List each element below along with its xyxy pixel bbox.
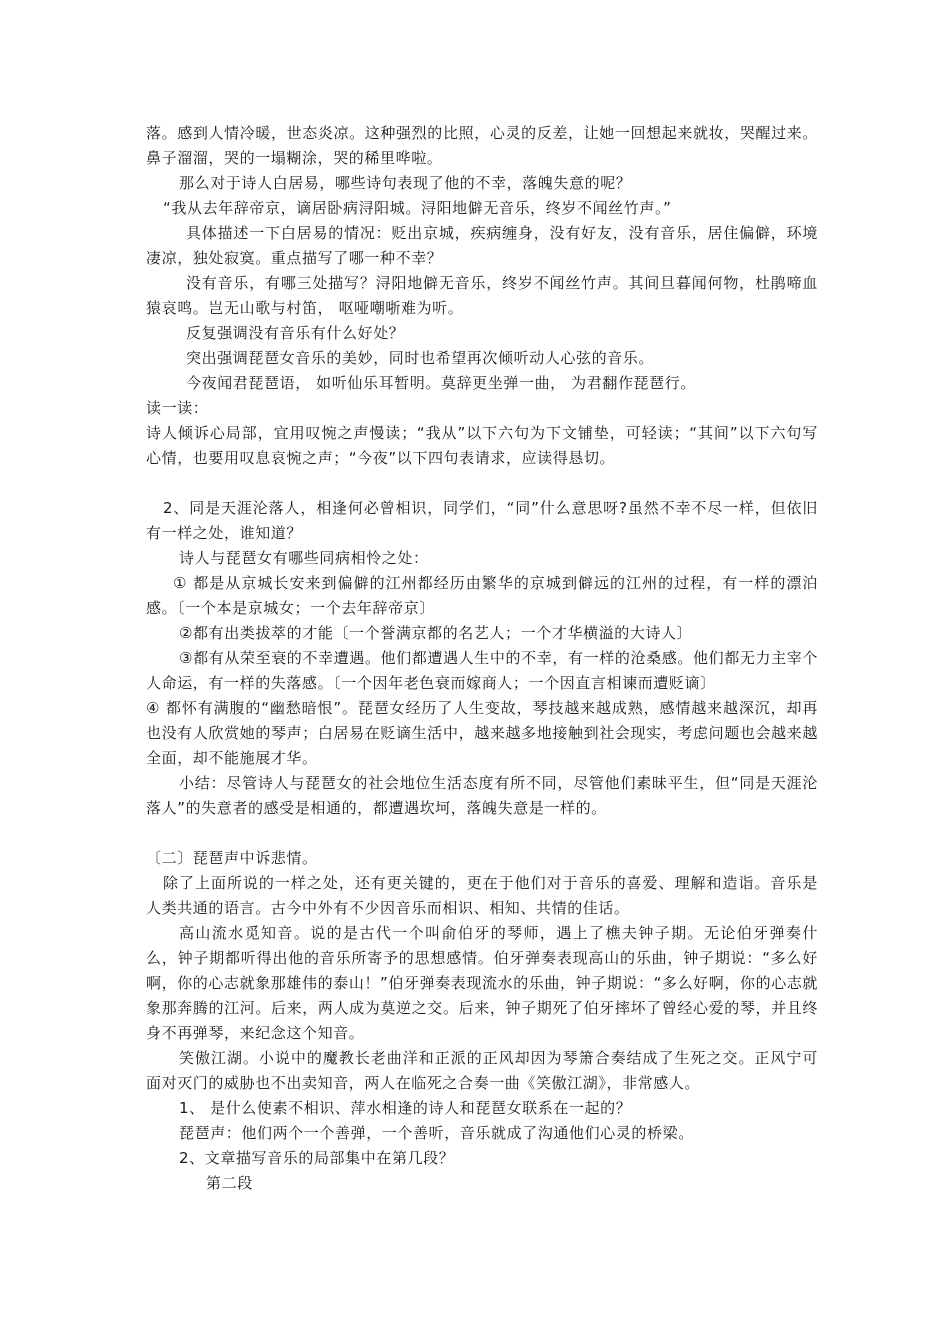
paragraph: 第二段 — [206, 1174, 253, 1192]
paragraph: 〔二〕琵琶声中诉悲情。 — [146, 849, 318, 867]
paragraph: 除了上面所说的一样之处，还有更关键的，更在于他们对于音乐的喜爱、理解和造诣。音乐是人类共通的语言。古今中外有不少因音乐而相识、相知、共情的佳话。 — [146, 874, 818, 917]
paragraph: 突出强调琵琶女音乐的美妙，同时也希望再次倾听动人心弦的音乐。 — [186, 349, 655, 367]
paragraph-gap — [146, 821, 818, 846]
paragraph: 那么对于诗人白居易，哪些诗句表现了他的不幸，落魄失意的呢？ — [179, 174, 632, 192]
paragraph: 诗人倾诉心局部，宜用叹惋之声慢读；“我从”以下六句为下文铺垫，可轻读；“其间”以下六句写心情，也要用叹息哀惋之声；“今夜”以下四句表请求，应读得恳切。 — [146, 424, 818, 467]
paragraph: 具体描述一下白居易的情况：贬出京城，疾病缠身，没有好友，没有音乐，居住偏僻，环境凄凉，独处寂寞。重点描写了哪一种不幸？ — [146, 224, 818, 267]
paragraph: “我从去年辞帝京，谪居卧病浔阳城。浔阳地僻无音乐，终岁不闻丝竹声。” — [163, 199, 672, 217]
paragraph: ②都有出类拔萃的才能〔一个誉满京都的名艺人；一个才华横溢的大诗人〕 — [179, 624, 693, 642]
paragraph: 读一读： — [146, 399, 209, 417]
paragraph: 1、 是什么使素不相识、萍水相逢的诗人和琵琶女联系在一起的？ — [179, 1099, 632, 1117]
paragraph: 小结：尽管诗人与琵琶女的社会地位生活态度有所不同，尽管他们素昧平生，但“同是天涯沦落人”的失意者的感受是相通的，都遭遇坎坷，落魄失意是一样的。 — [146, 774, 818, 817]
paragraph: 今夜闻君琵琶语， 如听仙乐耳暂明。莫辞更坐弹一曲， 为君翻作琵琶行。 — [186, 374, 696, 392]
paragraph: 落。感到人情冷暖，世态炎凉。这种强烈的比照，心灵的反差，让她一回想起来就妆，哭醒过来。鼻子溜溜，哭的一塌糊涂，哭的稀里哗啦。 — [146, 124, 818, 167]
paragraph: 诗人与琵琶女有哪些同病相怜之处： — [179, 549, 429, 567]
paragraph: 2、文章描写音乐的局部集中在第几段？ — [179, 1149, 455, 1167]
paragraph: 笑傲江湖。小说中的魔教长老曲洋和正派的正风却因为琴箫合奏结成了生死之交。正风宁可面对灭门的威胁也不出卖知音，两人在临死之合奏一曲《笑傲江湖》，非常感人。 — [146, 1049, 818, 1092]
paragraph: ③都有从荣至衰的不幸遭遇。他们都遭遇人生中的不幸，有一样的沧桑感。他们都无力主宰个人命运，有一样的失落感。〔一个因年老色衰而嫁商人；一个因直言相谏而遭贬谪〕 — [146, 649, 818, 692]
paragraph: ① 都是从京城长安来到偏僻的江州都经历由繁华的京城到僻远的江州的过程，有一样的漂泊感。〔一个本是京城女；一个去年辞帝京〕 — [146, 574, 818, 617]
paragraph: ④ 都怀有满腹的“幽愁暗恨”。琵琶女经历了人生变故，琴技越来越成熟，感情越来越深沉，却再也没有人欣赏她的琴声；白居易在贬谪生活中，越来越多地接触到社会现实，考虑问题也会越来越全面，却不能施展才华。 — [146, 699, 818, 767]
paragraph: 高山流水觅知音。说的是古代一个叫俞伯牙的琴师，遇上了樵夫钟子期。无论伯牙弹奏什么，钟子期都听得出他的音乐所寄予的思想感情。伯牙弹奏表现高山的乐曲，钟子期说：“多么好啊，你的心志就象那雄伟的泰山！”伯牙弹奏表现流水的乐曲，钟子期说：“多么好啊，你的心志就象那奔腾的江河。后来，两人成为莫逆之交。后来，钟子期死了伯牙摔坏了曾经心爱的琴，并且终身不再弹琴，来纪念这个知音。 — [146, 924, 818, 1042]
paragraph: 反复强调没有音乐有什么好处？ — [186, 324, 405, 342]
document-body — [146, 121, 818, 1196]
paragraph: 没有音乐，有哪三处描写？浔阳地僻无音乐，终岁不闻丝竹声。其间旦暮闻何物，杜鹃啼血猿哀鸣。岂无山歌与村笛， 呕哑嘲哳难为听。 — [146, 274, 818, 317]
paragraph: 2、同是天涯沦落人，相逢何必曾相识，同学们，“同”什么意思呀?虽然不幸不尽一样，但依旧有一样之处，谁知道？ — [146, 499, 818, 542]
paragraph: 琵琶声：他们两个一个善弹，一个善听，音乐就成了沟通他们心灵的桥梁。 — [179, 1124, 694, 1142]
paragraph-gap — [146, 471, 818, 496]
